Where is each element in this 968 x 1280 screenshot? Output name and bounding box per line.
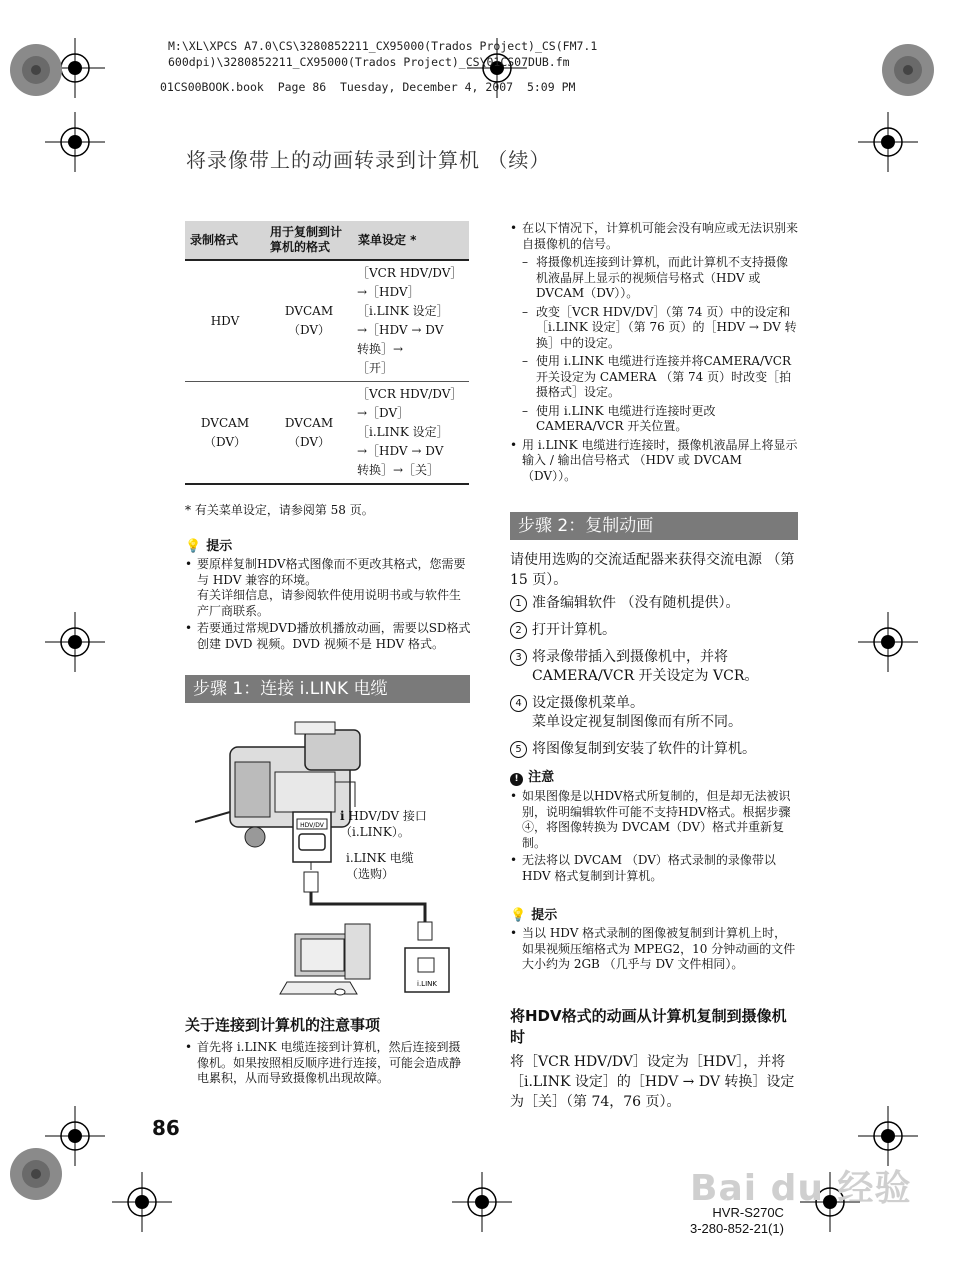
computer-icon: [280, 924, 370, 995]
page-number: 86: [152, 1116, 180, 1140]
table-row: [185, 382, 469, 485]
list-item: 1 准备编辑软件 （没有随机提供）。: [510, 594, 800, 613]
camcorder-icon: [195, 722, 360, 847]
svg-text:i.LINK: i.LINK: [417, 980, 437, 988]
list-item: 4 设定摄像机菜单。 菜单设定视复制图像而有所不同。: [510, 694, 800, 732]
color-target-icon: [880, 42, 936, 98]
part-number: 3-280-852-21(1): [690, 1221, 784, 1236]
hint-heading: 💡 提示: [185, 539, 233, 554]
list-item: – 将摄像机连接到计算机，而此计算机不支持摄像机液晶屏上显示的视频信号格式（HDV 或 DVCAM（DV））。: [522, 255, 798, 302]
right-notes: [510, 221, 798, 486]
caution-icon: !: [510, 773, 523, 786]
step2-heading: 步骤 2：复制动画: [510, 512, 798, 540]
table-header: 菜单设定 *: [358, 232, 417, 247]
registration-mark: [858, 112, 918, 172]
model-number: HVR-S270C: [712, 1205, 784, 1220]
list-item: • 无法将以 DVCAM （DV）格式录制的录像带以 HDV 格式复制到计算机。: [510, 853, 798, 884]
list-item: 2 打开计算机。: [510, 621, 800, 640]
registration-mark: [452, 1172, 512, 1232]
hdv-section-heading: 将HDV格式的动画从计算机复制到摄像机时: [510, 1007, 787, 1046]
color-target-icon: [8, 1146, 64, 1202]
list-item: – 使用 i.LINK 电缆进行连接并将CAMERA/VCR开关设定为 CAMERA （第 74 页）时改变［拍摄格式］设定。: [522, 354, 798, 401]
registration-mark: [858, 612, 918, 672]
port-label: i HDV/DV 接口 （i.LINK）。: [340, 809, 427, 839]
table-header: 用于复制到计算机的格式: [270, 225, 343, 254]
list-item: 3 将录像带插入到摄像机中，并将 CAMERA/VCR 开关设定为 VCR。: [510, 648, 800, 686]
ilink-port-icon: [405, 948, 449, 992]
table-row: [185, 260, 469, 382]
table-cell: HDV: [185, 260, 265, 382]
table-cell: DVCAM （DV）: [185, 382, 265, 485]
step2-list: [510, 594, 800, 767]
cable-label: i.LINK 电缆 （选购）: [346, 851, 414, 881]
color-target-icon: [8, 42, 64, 98]
watermark-logo: Bai du 经验: [690, 1168, 912, 1209]
step2-intro: 请使用选购的交流适配器来获得交流电源 （第 15 页）。: [510, 552, 795, 588]
table-cell: DVCAM （DV）: [265, 382, 353, 485]
list-item: • 在以下情况下，计算机可能会没有响应或无法识别来自摄像机的信号。 – 将摄像机连接到计算机，而此计算机不支持摄像机液晶屏上显示的视频信号格式（HDV 或 DVCAM（DV））。 – 改变［VCR HDV/DV］（第 74 页）中的设定和［i.LINK 设定］（第 76 页）的［HDV → DV 转换］中的设定。 – 使用 i.LINK 电缆进行连接并将CAMERA/VCR开关设定为 CAMERA （第 74 页）时改变［拍摄格式］设定。 – 使用 i.LINK 电缆进行连接时更改 CAMERA/VCR 开关位置。: [510, 221, 798, 435]
table-header: 录制格式: [190, 232, 239, 247]
list-item: • 首先将 i.LINK 电缆连接到计算机，然后连接到摄像机。如果按照相反顺序进行连接，可能会造成静电累积，从而导致摄像机出现故障。: [185, 1040, 471, 1087]
step1-heading: 步骤 1：连接 i.LINK 电缆: [185, 675, 470, 703]
registration-mark: [858, 1106, 918, 1166]
registration-mark: [45, 112, 105, 172]
table-cell: DVCAM （DV）: [265, 260, 353, 382]
list-item: • 如果图像是以HDV格式所复制的，但是却无法被识别，说明编辑软件可能不支持HDV格式。根据步骤 ④，将图像转换为 DVCAM（DV）格式并重新复制。: [510, 789, 798, 851]
list-item: – 使用 i.LINK 电缆进行连接时更改 CAMERA/VCR 开关位置。: [522, 404, 798, 435]
hint-heading: 💡 提示: [510, 908, 558, 923]
connection-illustration: [195, 712, 470, 1002]
connect-notes-list: [185, 1040, 471, 1089]
list-item: • 要原样复制HDV格式图像而不更改其格式，您需要与 HDV 兼容的环境。 有关详细信息，请参阅软件使用说明书或与软件生产厂商联系。: [185, 557, 471, 619]
lightbulb-icon: 💡: [510, 908, 527, 923]
list-item: • 当以 HDV 格式录制的图像被复制到计算机上时，如果视频压缩格式为 MPEG2，10 分钟动画的文件大小约为 2GB （几乎与 DV 文件相同）。: [510, 926, 798, 973]
list-item: • 若要通过常规DVD播放机播放动画，需要以SD格式创建 DVD 视频。DVD 视频不是 HDV 格式。: [185, 621, 471, 652]
hint-box: [185, 535, 471, 654]
lightbulb-icon: 💡: [185, 539, 202, 554]
page-title: 将录像带上的动画转录到计算机 （续）: [186, 148, 551, 172]
table-cell: ［VCR HDV/DV］ →［HDV］ ［i.LINK 设定］ →［HDV → DV 转换］→ ［开］: [353, 260, 469, 382]
caution-box: [510, 766, 798, 886]
file-path-header: M:\XL\XPCS A7.0\CS\3280852211_CX95000(Trados Project)_CS(FM7.1 600dpi)\3280852211_CX95000(Trados Project)_CS\01CS07DUB.fm: [168, 39, 598, 69]
caution-heading: ! 注意: [510, 766, 798, 786]
hdv-section-body: 将［VCR HDV/DV］设定为［HDV］，并将［i.LINK 设定］的［HDV → DV 转换］设定为［关］（第 74，76 页）。: [510, 1054, 795, 1110]
ilink-symbol-icon: i: [340, 809, 345, 823]
list-item: 5 将图像复制到安装了软件的计算机。: [510, 740, 800, 759]
book-info-header: 01CS00BOOK.book Page 86 Tuesday, December 4, 2007 5:09 PM: [160, 80, 576, 94]
list-item: • 用 i.LINK 电缆进行连接时，摄像机液晶屏上将显示输入 / 输出信号格式 （HDV 或 DVCAM （DV））。: [510, 438, 798, 485]
registration-mark: [45, 612, 105, 672]
model-info: [690, 1205, 784, 1237]
list-item: – 改变［VCR HDV/DV］（第 74 页）中的设定和［i.LINK 设定］（第 76 页）的［HDV → DV 转换］中的设定。: [522, 305, 798, 352]
connect-notes-heading: 关于连接到计算机的注意事项: [185, 1016, 381, 1034]
format-table: [185, 221, 469, 485]
svg-text:HDV/DV: HDV/DV: [300, 822, 324, 829]
table-cell: ［VCR HDV/DV］ →［DV］ ［i.LINK 设定］ →［HDV → DV 转换］→［关］: [353, 382, 469, 485]
table-footnote: * 有关菜单设定，请参阅第 58 页。: [185, 503, 374, 517]
hdv-port-icon: [293, 812, 331, 862]
hint-box: [510, 904, 798, 975]
registration-mark: [112, 1172, 172, 1232]
